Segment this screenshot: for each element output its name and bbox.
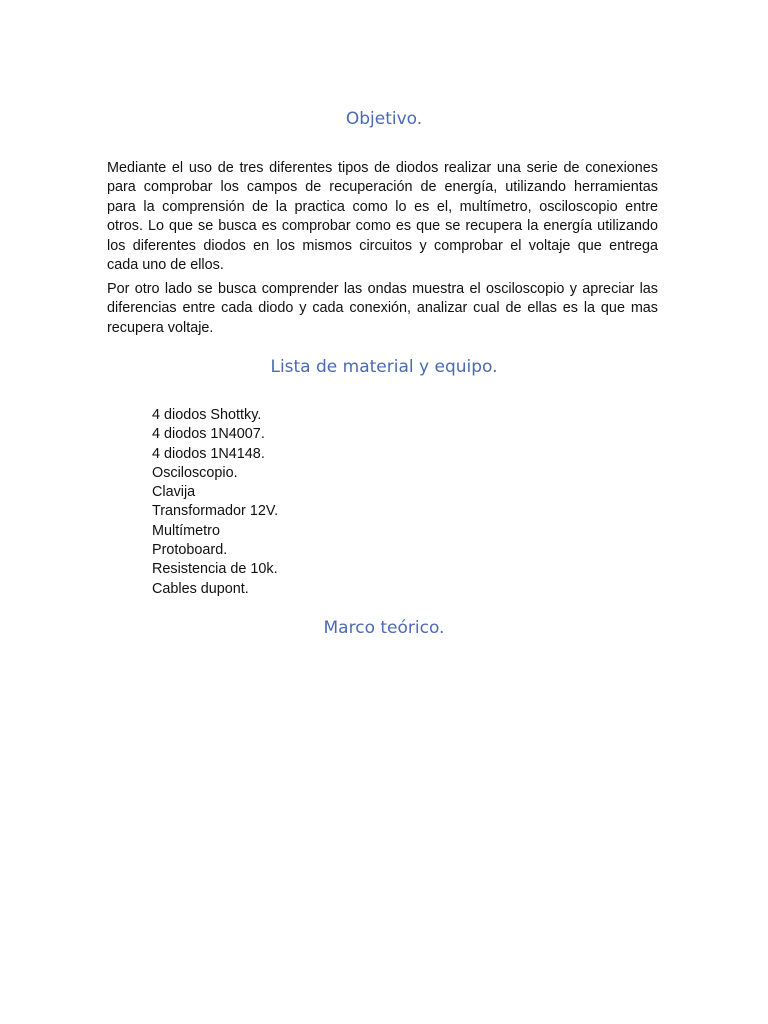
- materials-list: [152, 406, 278, 599]
- paragraph-line: cada uno de ellos.: [107, 257, 224, 274]
- materials-heading: Lista de material y equipo.: [270, 357, 498, 377]
- list-item: 4 diodos 1N4007.: [152, 426, 265, 443]
- paragraph-line: los diferentes diodos en los mismos circuitos y comprobar el voltaje que entrega: [107, 237, 658, 254]
- list-item: Osciloscopio.: [152, 464, 238, 481]
- theory-heading: Marco teórico.: [323, 618, 445, 638]
- list-item: Clavija: [152, 484, 196, 501]
- paragraph-line: otros. Lo que se busca es comprobar como es que se recupera la energía utilizando: [107, 218, 658, 235]
- list-item: 4 diodos 1N4148.: [152, 445, 265, 462]
- paragraph-line: para la comprensión de la practica como lo es el, multímetro, osciloscopio entre: [107, 198, 658, 215]
- objective-heading: Objetivo.: [345, 109, 423, 129]
- paragraph-line: Mediante el uso de tres diferentes tipos de diodos realizar una serie de conexiones: [107, 160, 658, 176]
- objective-paragraph-2: [107, 280, 658, 338]
- list-item: Transformador 12V.: [152, 503, 279, 520]
- list-item: Multímetro: [152, 522, 220, 539]
- paragraph-line: Por otro lado se busca comprender las ondas muestra el osciloscopio y apreciar las: [107, 281, 658, 297]
- paragraph-line: diferencias entre cada diodo y cada conexión, analizar cual de ellas es la que mas: [107, 300, 658, 317]
- paragraph-line: para comprobar los campos de recuperación de energía, utilizando herramientas: [107, 179, 658, 196]
- list-item: Cables dupont.: [152, 580, 249, 597]
- paragraph-line: recupera voltaje.: [107, 319, 214, 336]
- list-item: 4 diodos Shottky.: [152, 407, 262, 423]
- list-item: Resistencia de 10k.: [152, 561, 278, 578]
- list-item: Protoboard.: [152, 542, 228, 559]
- objective-paragraph-1: [107, 159, 658, 275]
